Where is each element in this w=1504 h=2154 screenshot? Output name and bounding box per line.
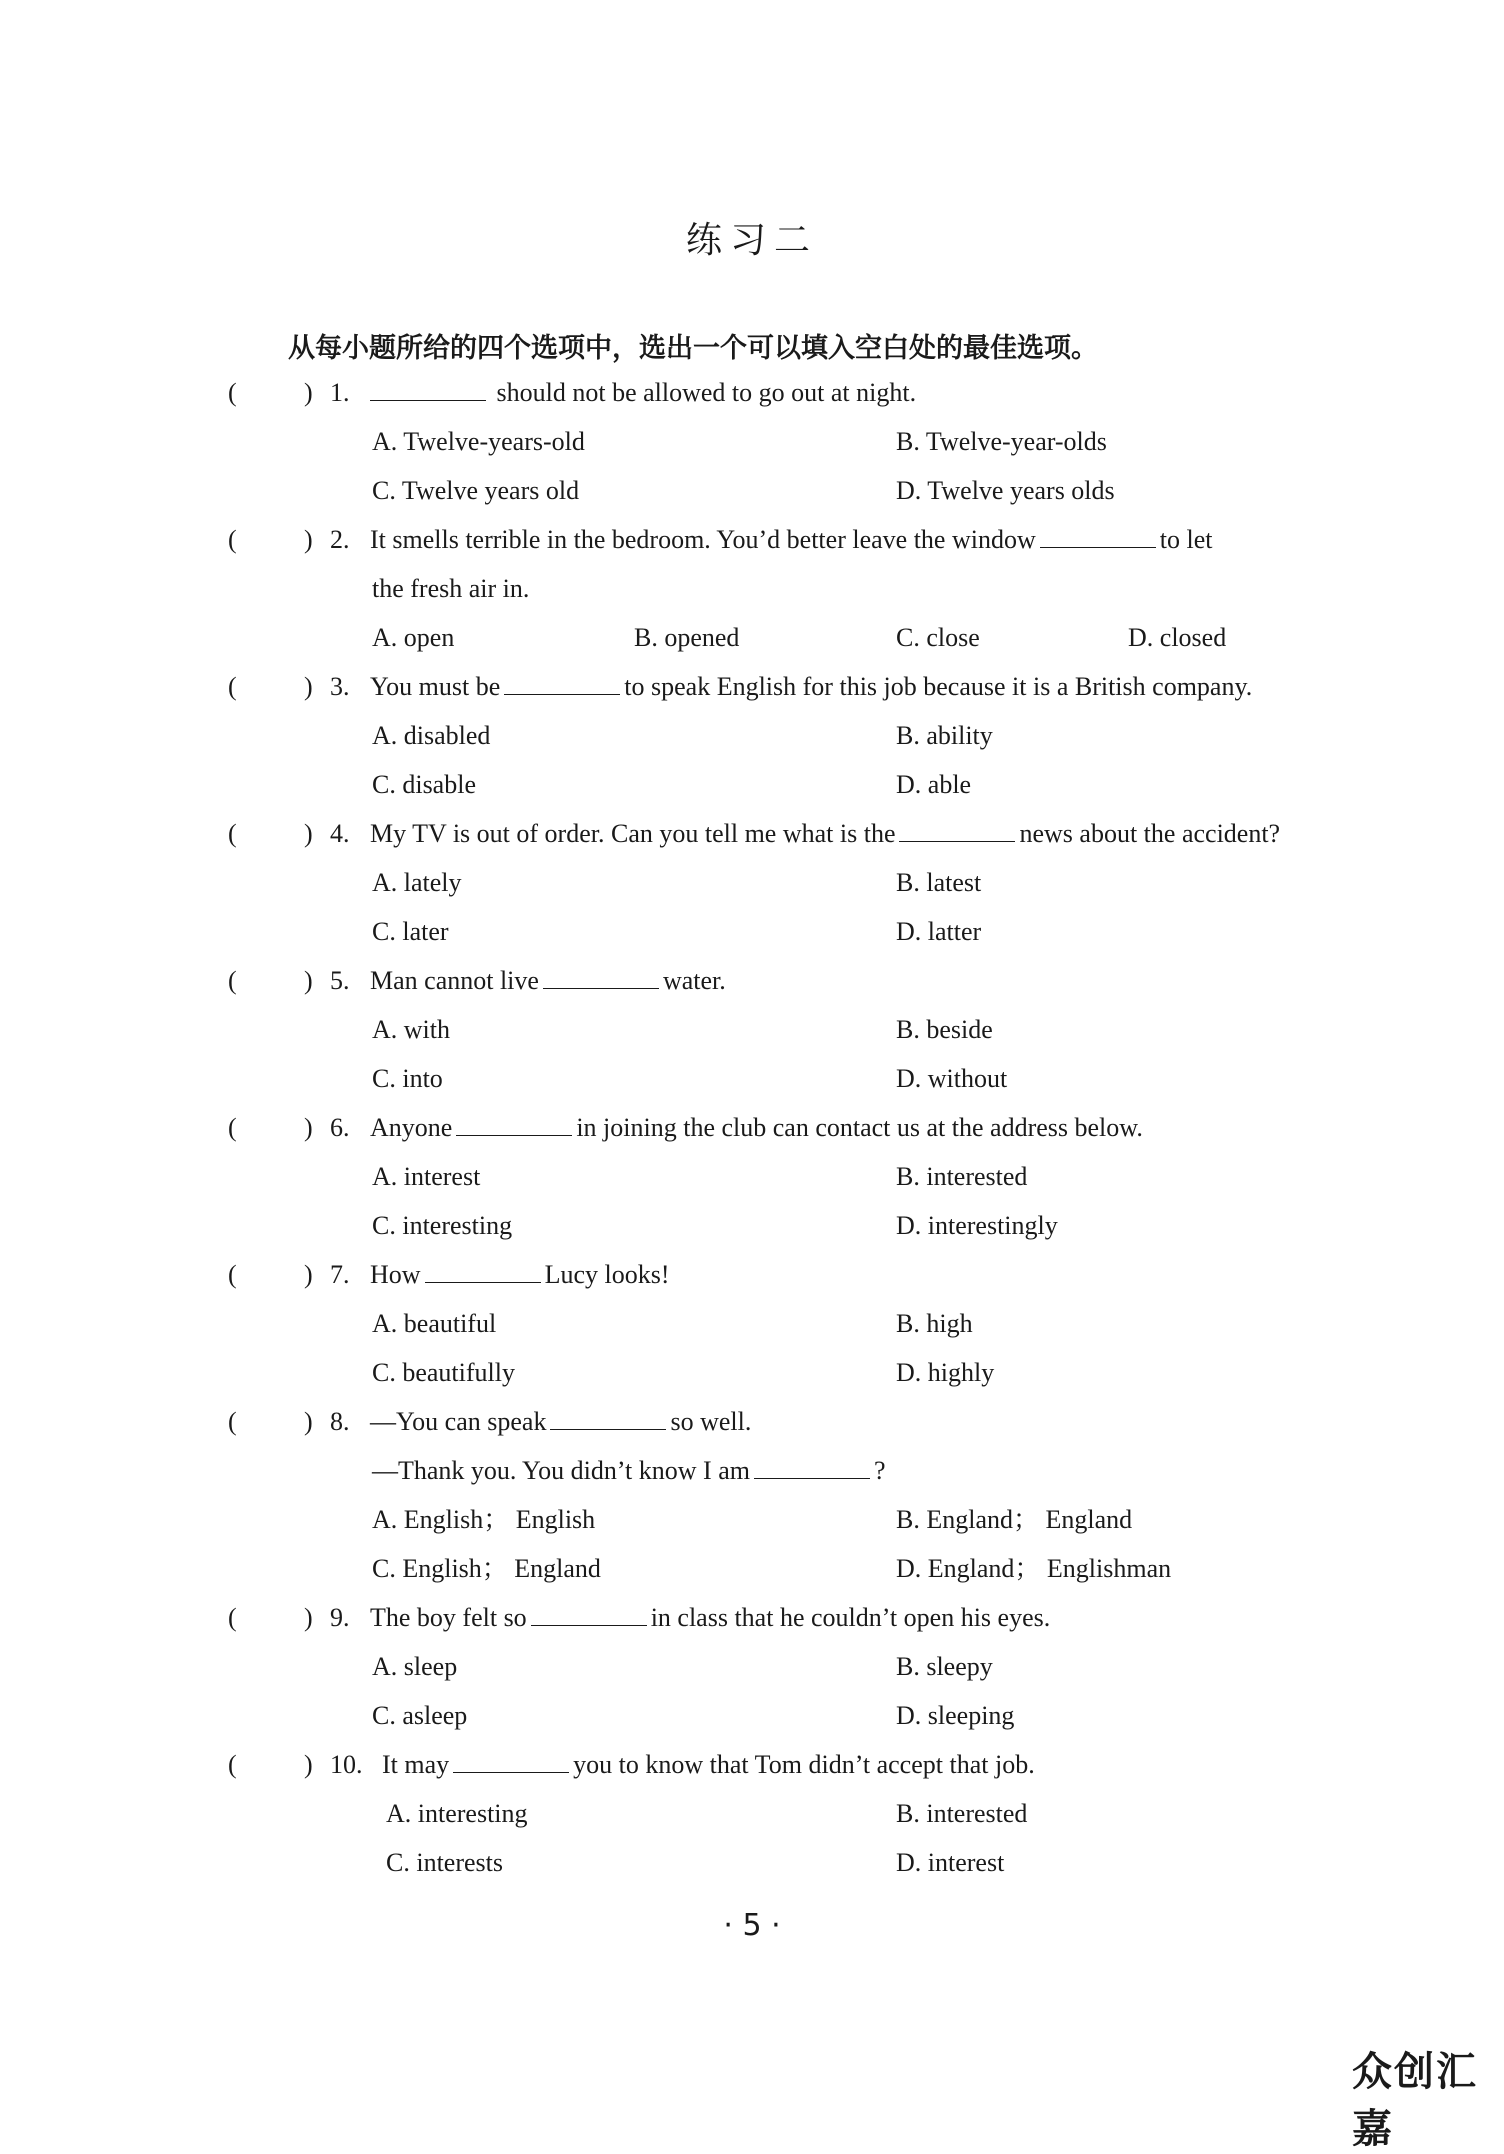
question-continuation <box>0 1446 1504 1495</box>
page-number: · 5 · <box>723 1908 781 1943</box>
stem-text: so well. <box>670 1407 752 1436</box>
option-a: A. interest <box>372 1162 481 1191</box>
answer-paren-close: ) <box>304 1113 313 1142</box>
option-c: C. disable <box>372 770 476 799</box>
answer-paren-open: ( <box>228 672 237 701</box>
stem-text: Anyone <box>370 1113 453 1142</box>
options-row <box>0 417 1504 466</box>
question-8 <box>0 1397 1504 1446</box>
blank <box>425 1256 541 1283</box>
question-6 <box>0 1103 1504 1152</box>
options-row <box>0 858 1504 907</box>
blank <box>531 1599 647 1626</box>
stem-text: ? <box>873 1456 886 1485</box>
option-c: C. beautifully <box>372 1358 515 1387</box>
option-a: A. Twelve-years-old <box>372 427 585 456</box>
question-stem <box>370 956 726 1005</box>
answer-paren-open: ( <box>228 1407 237 1436</box>
question-continuation <box>0 564 1504 613</box>
question-stem <box>370 1103 1143 1152</box>
blank <box>550 1403 666 1430</box>
options-row <box>0 1054 1504 1103</box>
question-number: 2. <box>330 525 350 554</box>
option-b: B. interested <box>896 1799 1028 1828</box>
answer-paren-close: ) <box>304 966 313 995</box>
question-number: 5. <box>330 966 350 995</box>
question-number: 4. <box>330 819 350 848</box>
option-b: B. opened <box>634 623 740 652</box>
option-c: C. interests <box>386 1848 503 1877</box>
options-row <box>0 1495 1504 1544</box>
answer-paren-close: ) <box>304 1260 313 1289</box>
options-row <box>0 1152 1504 1201</box>
options-row <box>0 1642 1504 1691</box>
question-number: 8. <box>330 1407 350 1436</box>
question-stem <box>370 1250 669 1299</box>
stem-text: in joining the club can contact us at the address below. <box>576 1113 1143 1142</box>
question-5 <box>0 956 1504 1005</box>
options-row <box>0 1789 1504 1838</box>
option-d: D. interest <box>896 1848 1005 1877</box>
option-b: B. beside <box>896 1015 993 1044</box>
question-10 <box>0 1740 1504 1789</box>
stem-text: Lucy looks! <box>544 1260 670 1289</box>
answer-paren-close: ) <box>304 378 313 407</box>
question-stem <box>370 515 1212 564</box>
option-d: D. highly <box>896 1358 995 1387</box>
answer-paren-open: ( <box>228 966 237 995</box>
option-d: D. able <box>896 770 972 799</box>
blank <box>754 1452 870 1479</box>
option-d: D. Twelve years olds <box>896 476 1115 505</box>
stem-text: you to know that Tom didn’t accept that job. <box>573 1750 1035 1779</box>
options-row <box>0 1299 1504 1348</box>
answer-paren-open: ( <box>228 1750 237 1779</box>
option-d: D. England； Englishman <box>896 1554 1172 1583</box>
options-row <box>0 1005 1504 1054</box>
option-b: B. latest <box>896 868 982 897</box>
option-b: B. interested <box>896 1162 1028 1191</box>
question-stem <box>370 1593 1050 1642</box>
answer-paren-open: ( <box>228 378 237 407</box>
option-a: A. interesting <box>386 1799 528 1828</box>
answer-paren-open: ( <box>228 819 237 848</box>
question-number: 6. <box>330 1113 350 1142</box>
instruction: 从每小题所给的四个选项中，选出一个可以填入空白处的最佳选项。 <box>288 333 1098 364</box>
option-a: A. sleep <box>372 1652 458 1681</box>
stem-text: Man cannot live <box>370 966 539 995</box>
stem-text: The boy felt so <box>370 1603 527 1632</box>
option-b: B. sleepy <box>896 1652 993 1681</box>
brand-watermark: 众创汇嘉 <box>1352 2049 1478 2152</box>
option-a: A. lately <box>372 868 462 897</box>
question-number: 7. <box>330 1260 350 1289</box>
stem-text: How <box>370 1260 421 1289</box>
option-b: B. high <box>896 1309 973 1338</box>
answer-paren-open: ( <box>228 1113 237 1142</box>
options-row <box>0 907 1504 956</box>
option-a: A. with <box>372 1015 450 1044</box>
options-row <box>0 1544 1504 1593</box>
stem-text: to speak English for this job because it is a British company. <box>624 672 1253 701</box>
question-number: 3. <box>330 672 350 701</box>
blank <box>543 962 659 989</box>
question-stem <box>370 1397 751 1446</box>
option-c: C. interesting <box>372 1211 513 1240</box>
option-a: A. English； English <box>372 1505 596 1534</box>
stem-text: It may <box>382 1750 450 1779</box>
question-2 <box>0 515 1504 564</box>
options-row <box>0 613 1504 662</box>
option-a: A. beautiful <box>372 1309 497 1338</box>
blank <box>453 1746 569 1773</box>
stem-text: news about the accident? <box>1019 819 1281 848</box>
answer-paren-close: ) <box>304 819 313 848</box>
question-stem <box>370 662 1252 711</box>
stem-text: the fresh air in. <box>372 574 530 603</box>
question-number: 9. <box>330 1603 350 1632</box>
options-row <box>0 1201 1504 1250</box>
question-stem <box>372 1446 886 1495</box>
option-c: C. Twelve years old <box>372 476 580 505</box>
option-d: D. without <box>896 1064 1008 1093</box>
option-d: D. interestingly <box>896 1211 1058 1240</box>
question-stem <box>370 809 1280 858</box>
stem-text: My TV is out of order. Can you tell me what is the <box>370 819 896 848</box>
answer-paren-close: ) <box>304 1750 313 1779</box>
question-number: 1. <box>330 378 350 407</box>
stem-text: in class that he couldn’t open his eyes. <box>650 1603 1051 1632</box>
answer-paren-open: ( <box>228 1603 237 1632</box>
stem-text: to let <box>1159 525 1213 554</box>
options-row <box>0 711 1504 760</box>
option-b: B. Twelve-year-olds <box>896 427 1107 456</box>
question-3 <box>0 662 1504 711</box>
question-1 <box>0 368 1504 417</box>
stem-text: —You can speak <box>370 1407 547 1436</box>
page-title: 练习二 <box>685 220 818 261</box>
blank <box>899 815 1015 842</box>
option-d: D. sleeping <box>896 1701 1015 1730</box>
option-b: B. ability <box>896 721 993 750</box>
question-7 <box>0 1250 1504 1299</box>
stem-text: You must be <box>370 672 501 701</box>
answer-paren-close: ) <box>304 525 313 554</box>
options-row <box>0 1838 1504 1887</box>
blank <box>1040 521 1156 548</box>
option-c: C. later <box>372 917 449 946</box>
option-a: A. open <box>372 623 455 652</box>
options-row <box>0 466 1504 515</box>
stem-text: should not be allowed to go out at night. <box>496 378 917 407</box>
blank <box>456 1109 572 1136</box>
answer-paren-close: ) <box>304 1603 313 1632</box>
option-d: D. latter <box>896 917 982 946</box>
question-4 <box>0 809 1504 858</box>
option-a: A. disabled <box>372 721 491 750</box>
options-row <box>0 760 1504 809</box>
stem-text: —Thank you. You didn’t know I am <box>372 1456 750 1485</box>
option-c: C. English； England <box>372 1554 601 1583</box>
options-row <box>0 1691 1504 1740</box>
blank <box>370 374 486 401</box>
question-number: 10. <box>330 1750 363 1779</box>
option-c: C. into <box>372 1064 443 1093</box>
option-b: B. England； England <box>896 1505 1133 1534</box>
blank <box>504 668 620 695</box>
answer-paren-open: ( <box>228 1260 237 1289</box>
option-c: C. close <box>896 623 980 652</box>
answer-paren-close: ) <box>304 1407 313 1436</box>
answer-paren-close: ) <box>304 672 313 701</box>
question-stem <box>382 1740 1035 1789</box>
options-row <box>0 1348 1504 1397</box>
question-9 <box>0 1593 1504 1642</box>
option-c: C. asleep <box>372 1701 468 1730</box>
option-d: D. closed <box>1128 623 1227 652</box>
answer-paren-open: ( <box>228 525 237 554</box>
question-stem <box>370 368 916 417</box>
stem-text: It smells terrible in the bedroom. You’d better leave the window <box>370 525 1036 554</box>
stem-text: water. <box>662 966 726 995</box>
